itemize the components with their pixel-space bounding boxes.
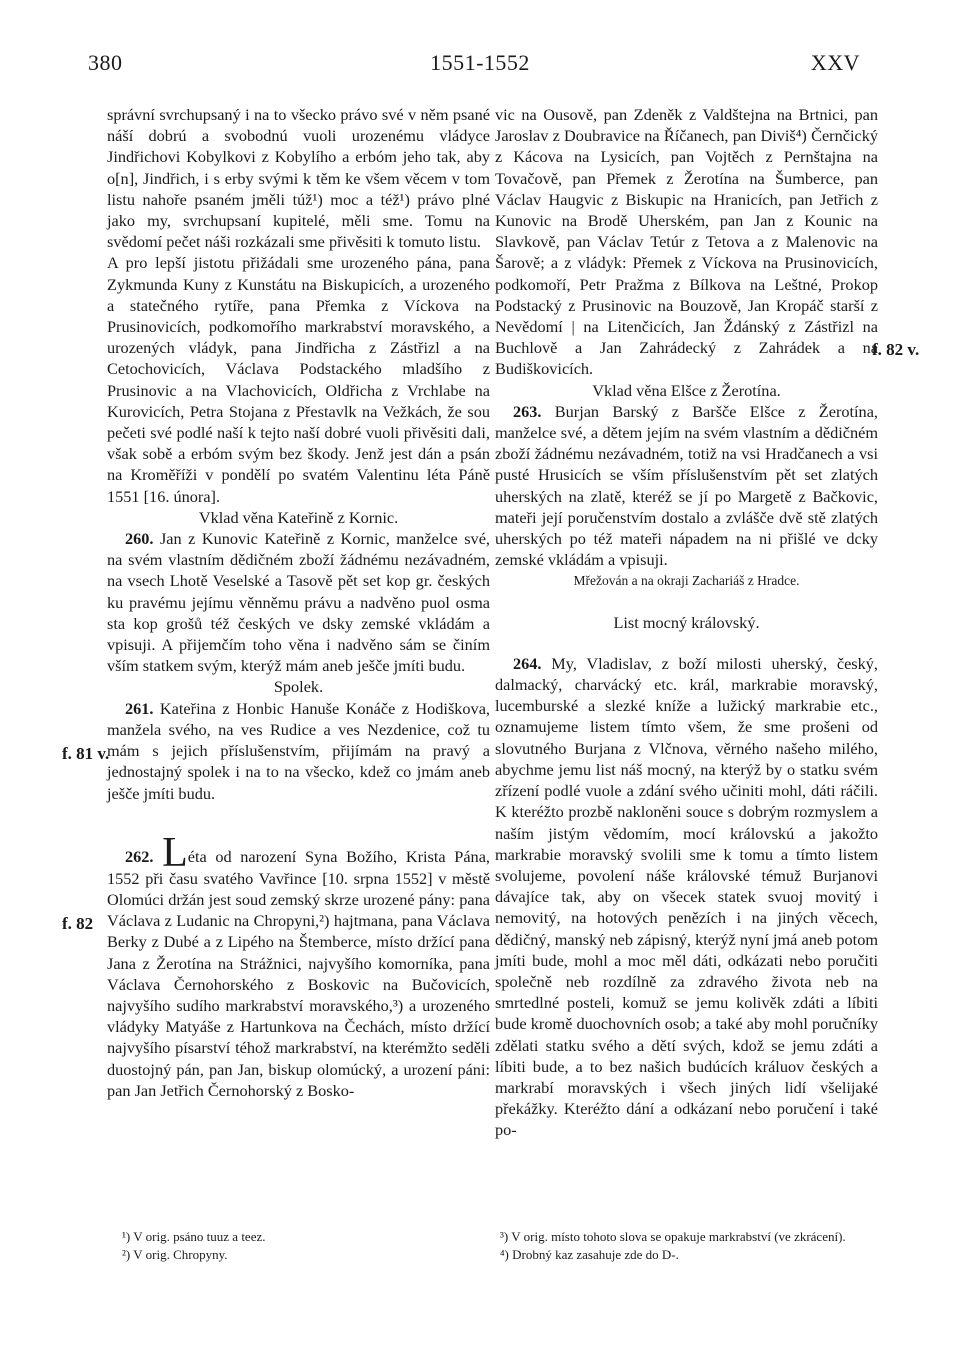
footnote-2: ²) V orig. Chropyny. <box>122 1247 228 1262</box>
entry-number-261: 261. <box>125 698 154 718</box>
entry-260 <box>107 528 490 676</box>
margin-folio-82: f. 82 <box>62 914 94 933</box>
entry-262 <box>107 829 490 1101</box>
entry-heading-263: Vklad věna Elšce z Žerotína. <box>592 380 781 400</box>
entry-264 <box>495 653 878 1141</box>
page-number: 380 <box>88 50 123 75</box>
left-column <box>107 104 490 1101</box>
entry-text-262: éta od narození Syna Božího, Krista Pána, 1552 při času svatého Vavřince [10. srpna 1552] v městě Olomúci držán jest soud zemský skrze urozené pány: pana Václava z Ludanic na Chropyni,²) hajtmana, pana Václava Berky z Dubé a z Lipého na Štemberce, místo držící pana Jana z Žerotína na Strážnici, najvyšího komorníka, pana Václava Černohorského z Boskovic na Bučovicích, najvyšího sudího markrabství moravského,³) a urozeného vládyky Matyáše z Hartunkova na Čechách, místo držící najvyšího písarství téhož markrabství, na kterémžto seděli duostojný pán, pan Jan, biskup olomúcký, a urození páni: pan Jan Jetřich Černohorský z Bosko- <box>107 846 490 1100</box>
right-column <box>495 104 878 1141</box>
footnote-3: ³) V orig. místo tohoto slova se opakuje markrabství (ve zkrácení). <box>500 1229 846 1244</box>
paragraph-continuation-262: vic na Ousově, pan Zdeněk z Valdštejna na Brtnici, pan Jaroslav z Doubravice na Říčanech, pan Diviš⁴) Černčický z Kácova na Lysicích, pan Vojtěch z Pernštajna na Tovačově, pan Přemek z Žerotína na Šumberce, pan Václav Haugvic z Biskupic na Hranicích, pan Jetřich z Kunovic na Brodě Uherském, pan Jan z Kounic na Slavkově, pan Václav Tetúr z Tetova a z Malenovic na Šarově; a z vládyk: Přemek z Víckova na Prusinovicích, podkomoří, Petr Pražma z Bílkova na Leštné, Prokop Podstacký z Prusinovic na Bouzově, Jan Kropáč starší z Nevědomí | na Litenčicích, Jan Ždánský z Zástřizl na Buchlově a Jan Zahrádecký z Zahrádek a na Budiškovicích. <box>495 105 878 379</box>
entry-number-263: 263. <box>513 401 542 421</box>
drop-cap: L <box>162 829 188 876</box>
footnotes-right <box>500 1228 870 1264</box>
entry-heading-261: Spolek. <box>273 677 324 697</box>
footnote-4: ⁴) Drobný kaz zasahuje zde do D-. <box>500 1247 679 1262</box>
entry-text-261: Kateřina z Honbic Hanuše Konáče z Hodiškova, manžela svého, na ves Rudice a ves Nezdenice, což tu mám s jejich příslušenstvím, přijímám na pravý a jednostajný spolek i na to na všecko, kdež co jmám aneb ješče jmíti budu. <box>107 698 490 803</box>
running-header-years: 1551-1552 <box>430 50 530 75</box>
entry-number-264: 264. <box>513 653 542 673</box>
entry-text-260: Jan z Kunovic Kateřině z Kornic, manželce své, na svém vlastním dědičném zboží žádnému nezávadném, na vsech Lhotě Veselské a Tasově pět set kop gr. českých ku pravému jejímu věnněmu právu a nadvěno puol osma sta kop grošů též českých ve dsky zemské vkládám a vpisuji. A přijemčím toho věna i nadvěno sám se činím vším statkem svým, kterýž mám aneb ješče jmíti budu. <box>107 529 490 676</box>
entry-text-264: My, Vladislav, z boží milosti uherský, český, dalmacký, charvácký etc. král, markrabie moravský, lucemburské a slezké kníže a lužický markrabie etc., oznamujeme listem tímto všem, že sme prošeni od slovutného Burjana z Vlčnova, věrného našeho milého, abychme jemu list náš mocný, na kterýž by o statku svém zřízení podlé vuole a zdání svého učiniti mohl, dáti ráčili. K kteréžto prozbě nakloněni souce s dobrým rozmyslem a naším jistým vědomím, mocí královskú a jakožto markrabie moravský svolili sme k tomu a tímto listem svolujeme, povolení náše královské témuž Burjanovi dávajíce tak, aby on všecek statek svuoj movitý i nemovitý, na hotových penězích i na jiných věcech, dědičný, manský neb zápisný, kterýž nyní jmá aneb potom jmíti bude, mohl a moc měl dáti, odkázati nebo poručiti společně neb rozdílně za zdravého života neb na smrtedlné posteli, komuž se jemu kolivěk zdáti a líbiti bude kromě duochovních osob; a také aby mohl poručníky zdělati statku svého a dětí svých, kdož se jemu zdáti a líbiti bude, a to bez našich budúcích králuov českých a markrabí moravských i všech jiných lidí všelijaké překážky. Kteréžto dání a odkázaní nebo poručení i také po- <box>495 653 878 1140</box>
margin-folio-82v: f. 82 v. <box>872 340 920 359</box>
paragraph-continuation: správní svrchupsaný i na to všecko právo své v něm psané náší dobrú a svobodnú vuoli urozenému vládyce Jindřichovi Kobylkovi z Kobylího a erbóm jeho tak, aby o[n], Jindřich, i s erby svými k těm ke všem věcem v tom listu nahoře psaném jměli túž¹) moc a též¹) právo plné jako my, svrchupsaní kupitelé, měli sme. Tomu na svědomí pečet náši rozkázali sme přivěsiti k tomuto listu. <box>107 105 490 252</box>
entry-note-263: Mřežován a na okraji Zachariáš z Hradce. <box>573 573 800 589</box>
footnote-1: ¹) V orig. psáno tuuz a teez. <box>122 1229 266 1244</box>
footnotes-left <box>122 1228 492 1264</box>
volume-number: XXV <box>810 50 860 75</box>
entry-heading-260: Vklad věna Kateřině z Kornic. <box>198 507 399 527</box>
margin-folio-81v: f. 81 v. <box>62 744 110 763</box>
entry-263 <box>495 401 878 571</box>
entry-number-260: 260. <box>125 529 154 549</box>
entry-heading-list: List mocný královský. <box>613 612 760 632</box>
entry-text-263: Burjan Barský z Baršče Elšce z Žerotína, manželce své, a dětem jejím na svém vlastním a dědičném zboží žádnému nezávadném, totiž na vsi Hradčanech a vsi pusté Hrusicích se vším příslušenstvím pět set zlatých uherských na zlatě, kteréž se jí po Margetě z Bačkovic, mateři její poručenstvím dostalo a zvlášče dvě stě zlatých uherských po též mateři nápadem na ni přišlé ve dcky zemské vkládám a vpisuji. <box>495 401 878 570</box>
entry-261 <box>107 698 490 804</box>
paragraph-witnesses: A pro lepší jistotu přižádali sme urozeného pána, pana Zykmunda Kuny z Kunstátu na Biskupicích, a urozeného a statečného rytíře, pana Přemka z Víckova na Prusinovicích, podkomořího markrabství moravského, a urozených vládyk, pana Jindřicha z Zástřizl a na Cetochovicích, Václava Podstackého mladšího z Prusinovic a na Vlachovicích, Oldřicha z Vrchlabe na Kurovicích, Petra Stojana z Přestavlk na Vežkách, že sou pečeti své podlé naší k tejto naší dobré vuoli přivěsiti dali, však sobě a erbóm svým bez škody. Jenž jest dán a psán na Kroměříži v pondělí po svatém Valentinu léta Páně 1551 [16. února]. <box>107 253 490 506</box>
entry-number-262: 262. <box>125 846 154 866</box>
